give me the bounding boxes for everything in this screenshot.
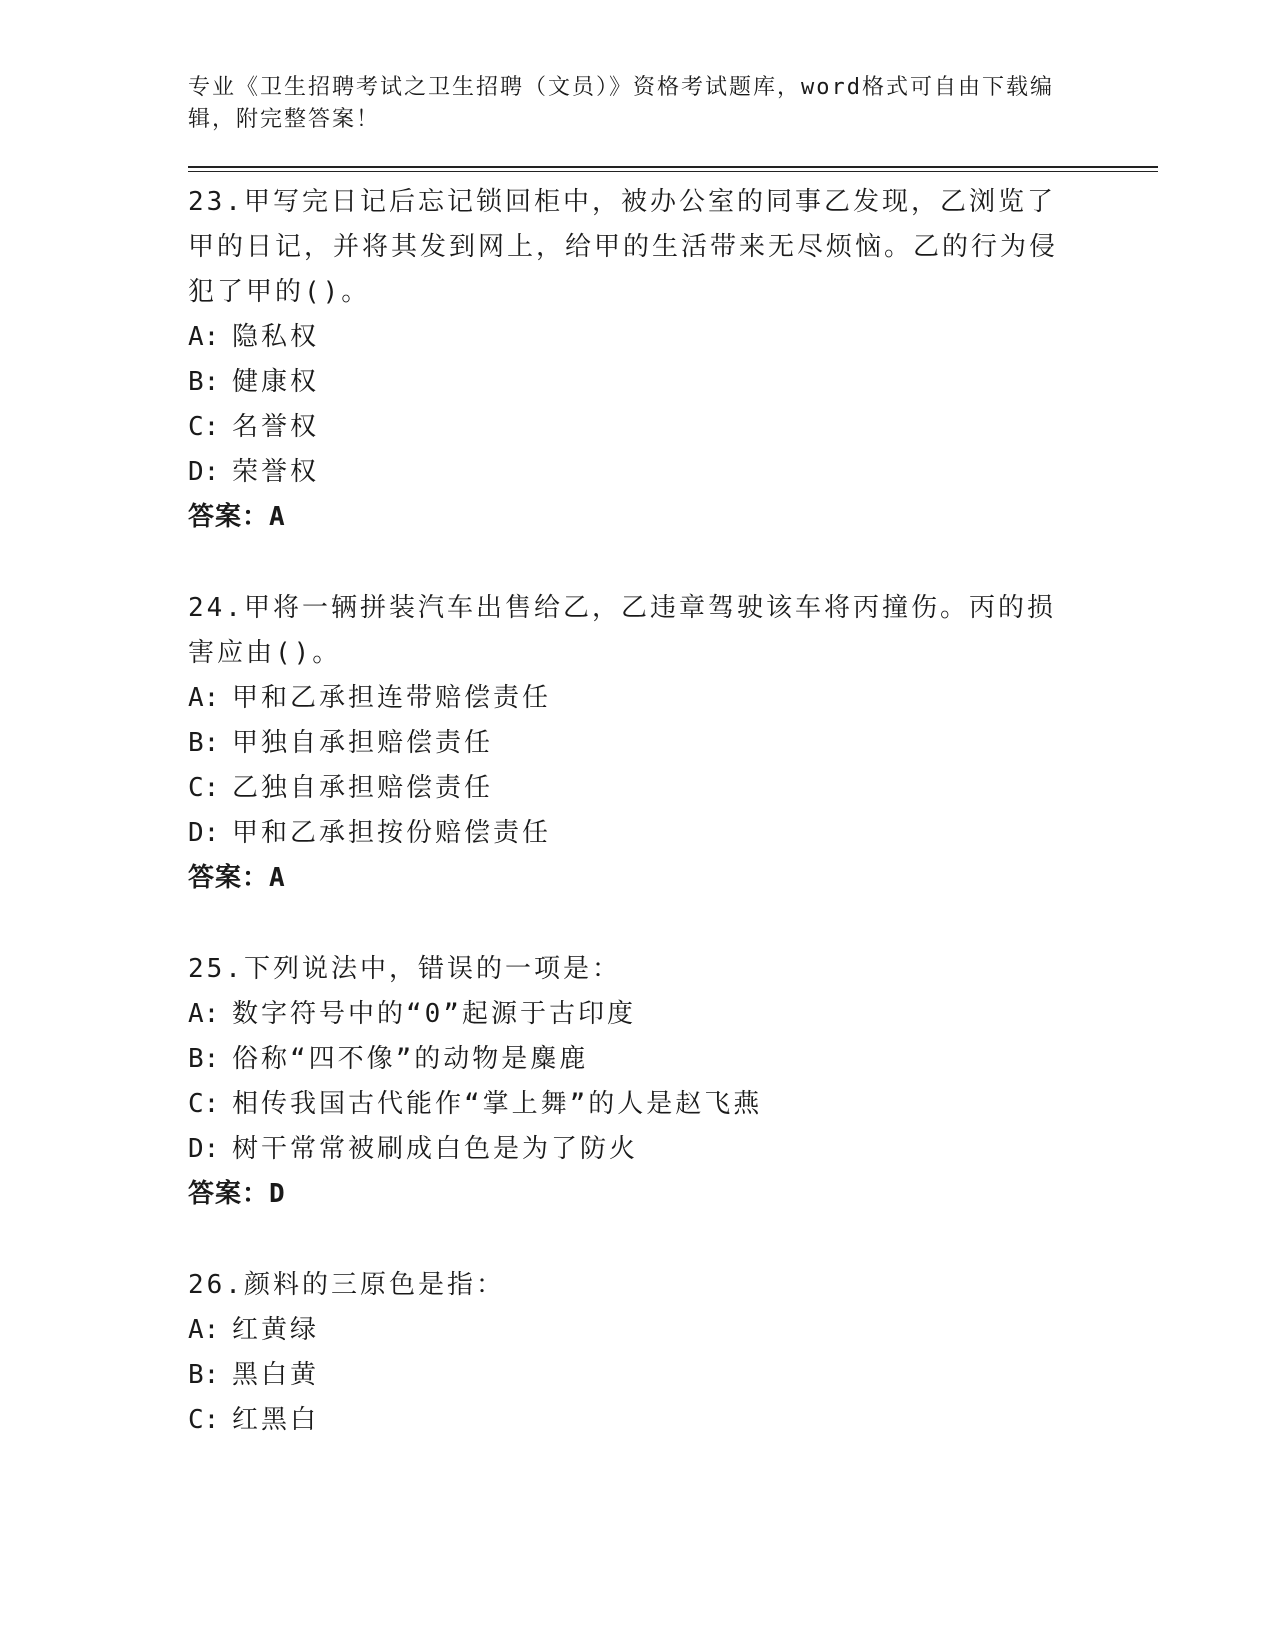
option-text: 隐私权 bbox=[232, 322, 320, 352]
answer-label: 答案： bbox=[188, 502, 270, 532]
answer-label: 答案： bbox=[188, 863, 270, 893]
option-key: B: bbox=[188, 1044, 220, 1074]
option-a bbox=[188, 1308, 1158, 1353]
option-key: C: bbox=[188, 412, 220, 442]
option-key: D: bbox=[188, 1134, 220, 1164]
option-text: 甲和乙承担按份赔偿责任 bbox=[232, 818, 552, 848]
question-stem: 24.甲将一辆拼装汽车出售给乙，乙违章驾驶该车将丙撞伤。丙的损害应由()。 bbox=[188, 593, 1056, 668]
answer-line bbox=[188, 856, 1158, 901]
answer-line bbox=[188, 1172, 1158, 1217]
option-a bbox=[188, 676, 1158, 721]
option-d bbox=[188, 811, 1158, 856]
question-23 bbox=[188, 180, 1158, 540]
option-text: 黑白黄 bbox=[232, 1360, 320, 1390]
option-b bbox=[188, 1353, 1158, 1398]
answer-value: A bbox=[269, 502, 286, 532]
option-text: 甲独自承担赔偿责任 bbox=[232, 728, 494, 758]
option-text: 名誉权 bbox=[232, 412, 320, 442]
option-text: 甲和乙承担连带赔偿责任 bbox=[232, 683, 552, 713]
option-b bbox=[188, 360, 1158, 405]
option-text: 乙独自承担赔偿责任 bbox=[232, 773, 494, 803]
option-text: 健康权 bbox=[232, 367, 320, 397]
option-a bbox=[188, 315, 1158, 360]
answer-line bbox=[188, 495, 1158, 540]
option-b bbox=[188, 1037, 1158, 1082]
option-key: A: bbox=[188, 1315, 220, 1345]
option-key: C: bbox=[188, 773, 220, 803]
option-b bbox=[188, 721, 1158, 766]
answer-value: D bbox=[269, 1179, 286, 1209]
option-c bbox=[188, 1398, 1158, 1443]
option-text: 数字符号中的“0”起源于古印度 bbox=[232, 999, 636, 1029]
option-text: 荣誉权 bbox=[232, 457, 320, 487]
option-key: D: bbox=[188, 457, 220, 487]
option-text: 树干常常被刷成白色是为了防火 bbox=[232, 1134, 639, 1164]
option-key: B: bbox=[188, 728, 220, 758]
option-key: D: bbox=[188, 818, 220, 848]
option-key: A: bbox=[188, 683, 220, 713]
answer-label: 答案： bbox=[188, 1179, 270, 1209]
question-stem: 23.甲写完日记后忘记锁回柜中，被办公室的同事乙发现，乙浏览了甲的日记，并将其发到网上，给甲的生活带来无尽烦恼。乙的行为侵犯了甲的()。 bbox=[188, 187, 1059, 307]
option-key: A: bbox=[188, 999, 220, 1029]
question-stem: 26.颜料的三原色是指： bbox=[188, 1270, 505, 1300]
question-25 bbox=[188, 947, 1158, 1217]
option-key: A: bbox=[188, 322, 220, 352]
option-d bbox=[188, 450, 1158, 495]
option-a bbox=[188, 992, 1158, 1037]
answer-value: A bbox=[269, 863, 286, 893]
question-26 bbox=[188, 1263, 1158, 1443]
option-d bbox=[188, 1127, 1158, 1172]
option-c bbox=[188, 766, 1158, 811]
option-c bbox=[188, 405, 1158, 450]
option-c bbox=[188, 1082, 1158, 1127]
option-key: C: bbox=[188, 1089, 220, 1119]
option-key: B: bbox=[188, 367, 220, 397]
option-key: B: bbox=[188, 1360, 220, 1390]
document-page bbox=[188, 72, 1158, 1489]
question-list bbox=[188, 180, 1158, 1443]
option-text: 红黑白 bbox=[232, 1405, 320, 1435]
question-24 bbox=[188, 586, 1158, 901]
option-key: C: bbox=[188, 1405, 220, 1435]
option-text: 相传我国古代能作“掌上舞”的人是赵飞燕 bbox=[232, 1089, 763, 1119]
option-text: 红黄绿 bbox=[232, 1315, 320, 1345]
option-text: 俗称“四不像”的动物是麋鹿 bbox=[232, 1044, 589, 1074]
header-divider bbox=[188, 166, 1158, 172]
document-header: 专业《卫生招聘考试之卫生招聘（文员）》资格考试题库，word格式可自由下载编辑，附完整答案！ bbox=[188, 75, 1054, 132]
question-stem: 25.下列说法中，错误的一项是： bbox=[188, 954, 621, 984]
